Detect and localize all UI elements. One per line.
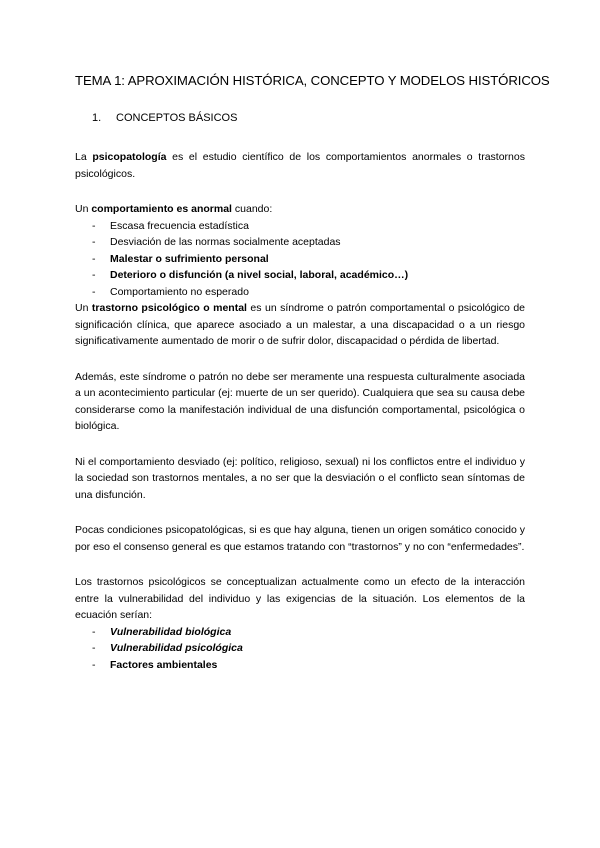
abnormal-criteria-list [75, 218, 525, 301]
paragraph-trastorno [75, 300, 525, 350]
equation-elements-list [75, 624, 525, 674]
list-item [92, 251, 525, 268]
paragraph-comportamiento-desviado: Ni el comportamiento desviado (ej: político, religioso, sexual) ni los conflictos entre el individuo y la sociedad son trastornos mentales, a no ser que la desviación o el conflicto sean síntomas de una disfunción. [75, 455, 525, 501]
dash-bullet: - [92, 658, 96, 671]
dash-bullet: - [92, 252, 96, 265]
list-item-text: Desviación de las normas socialmente aceptadas [110, 236, 341, 248]
paragraph-definition [75, 149, 525, 182]
section-number: 1. [92, 112, 102, 124]
list-item [92, 640, 525, 657]
dash-bullet: - [92, 269, 96, 281]
text-fragment: Un [75, 203, 92, 215]
list-item [92, 218, 525, 235]
list-item-text: Comportamiento no esperado [110, 285, 249, 298]
list-item-text: Vulnerabilidad biológica [110, 625, 232, 638]
text-fragment: es el estudio científico de los comportamientos anormales o trastornos psicológicos. [75, 151, 525, 180]
list-item-text: Malestar o sufrimiento personal [110, 252, 269, 265]
section-title: CONCEPTOS BÁSICOS [116, 112, 238, 124]
term-comportamiento-anormal: comportamiento es anormal [91, 203, 232, 215]
dash-bullet: - [92, 642, 96, 654]
paragraph-abnormal-intro [75, 201, 525, 218]
paragraph-vulnerabilidad: Los trastornos psicológicos se conceptualizan actualmente como un efecto de la interacción entre la vulnerabilidad del individuo y las exigencias de la situación. Los elementos de la ecuación serían: [75, 576, 525, 621]
document-title: TEMA 1: APROXIMACIÓN HISTÓRICA, CONCEPTO Y MODELOS HISTÓRICOS [75, 73, 550, 88]
dash-bullet: - [92, 625, 96, 638]
list-item [92, 624, 525, 641]
text-fragment: Un [75, 302, 92, 314]
list-item [92, 284, 525, 301]
dash-bullet: - [92, 219, 96, 232]
list-item [92, 657, 525, 674]
list-item [92, 267, 525, 284]
list-item-text: Escasa frecuencia estadística [110, 219, 249, 232]
term-psicopatologia: psicopatología [92, 151, 167, 163]
paragraph-condiciones: Pocas condiciones psicopatológicas, si es que hay alguna, tienen un origen somático conocido y por eso el consenso general es que estamos tratando con “trastornos” y no con “enfermedades”. [75, 524, 525, 553]
term-trastorno: trastorno psicológico o mental [91, 302, 247, 314]
dash-bullet: - [92, 285, 96, 298]
dash-bullet: - [92, 236, 96, 248]
list-item [92, 234, 525, 251]
list-item-text: Deterioro o disfunción (a nivel social, laboral, académico…) [110, 269, 409, 281]
text-fragment: cuando: [231, 203, 273, 215]
list-item-text: Factores ambientales [110, 658, 218, 671]
text-fragment: es un síndrome o patrón comportamental o psicológico de significación clínica, que aparece asociado a un malestar, a una discapacidad o a un riesgo significativamente aumentado de morir o de sufrir dolor, discapacidad o pérdida de libertad. [75, 302, 526, 347]
text-fragment: La [75, 151, 93, 163]
list-item-text: Vulnerabilidad psicológica [110, 642, 243, 654]
section-heading [92, 112, 525, 124]
paragraph-ademas: Además, este síndrome o patrón no debe ser meramente una respuesta culturalmente asociada a un acontecimiento particular (ej: muerte de un ser querido). Cualquiera que sea su causa debe considerarse como la manifestación individual de una disfunción comportamental, psicológica o biológica. [75, 370, 525, 432]
